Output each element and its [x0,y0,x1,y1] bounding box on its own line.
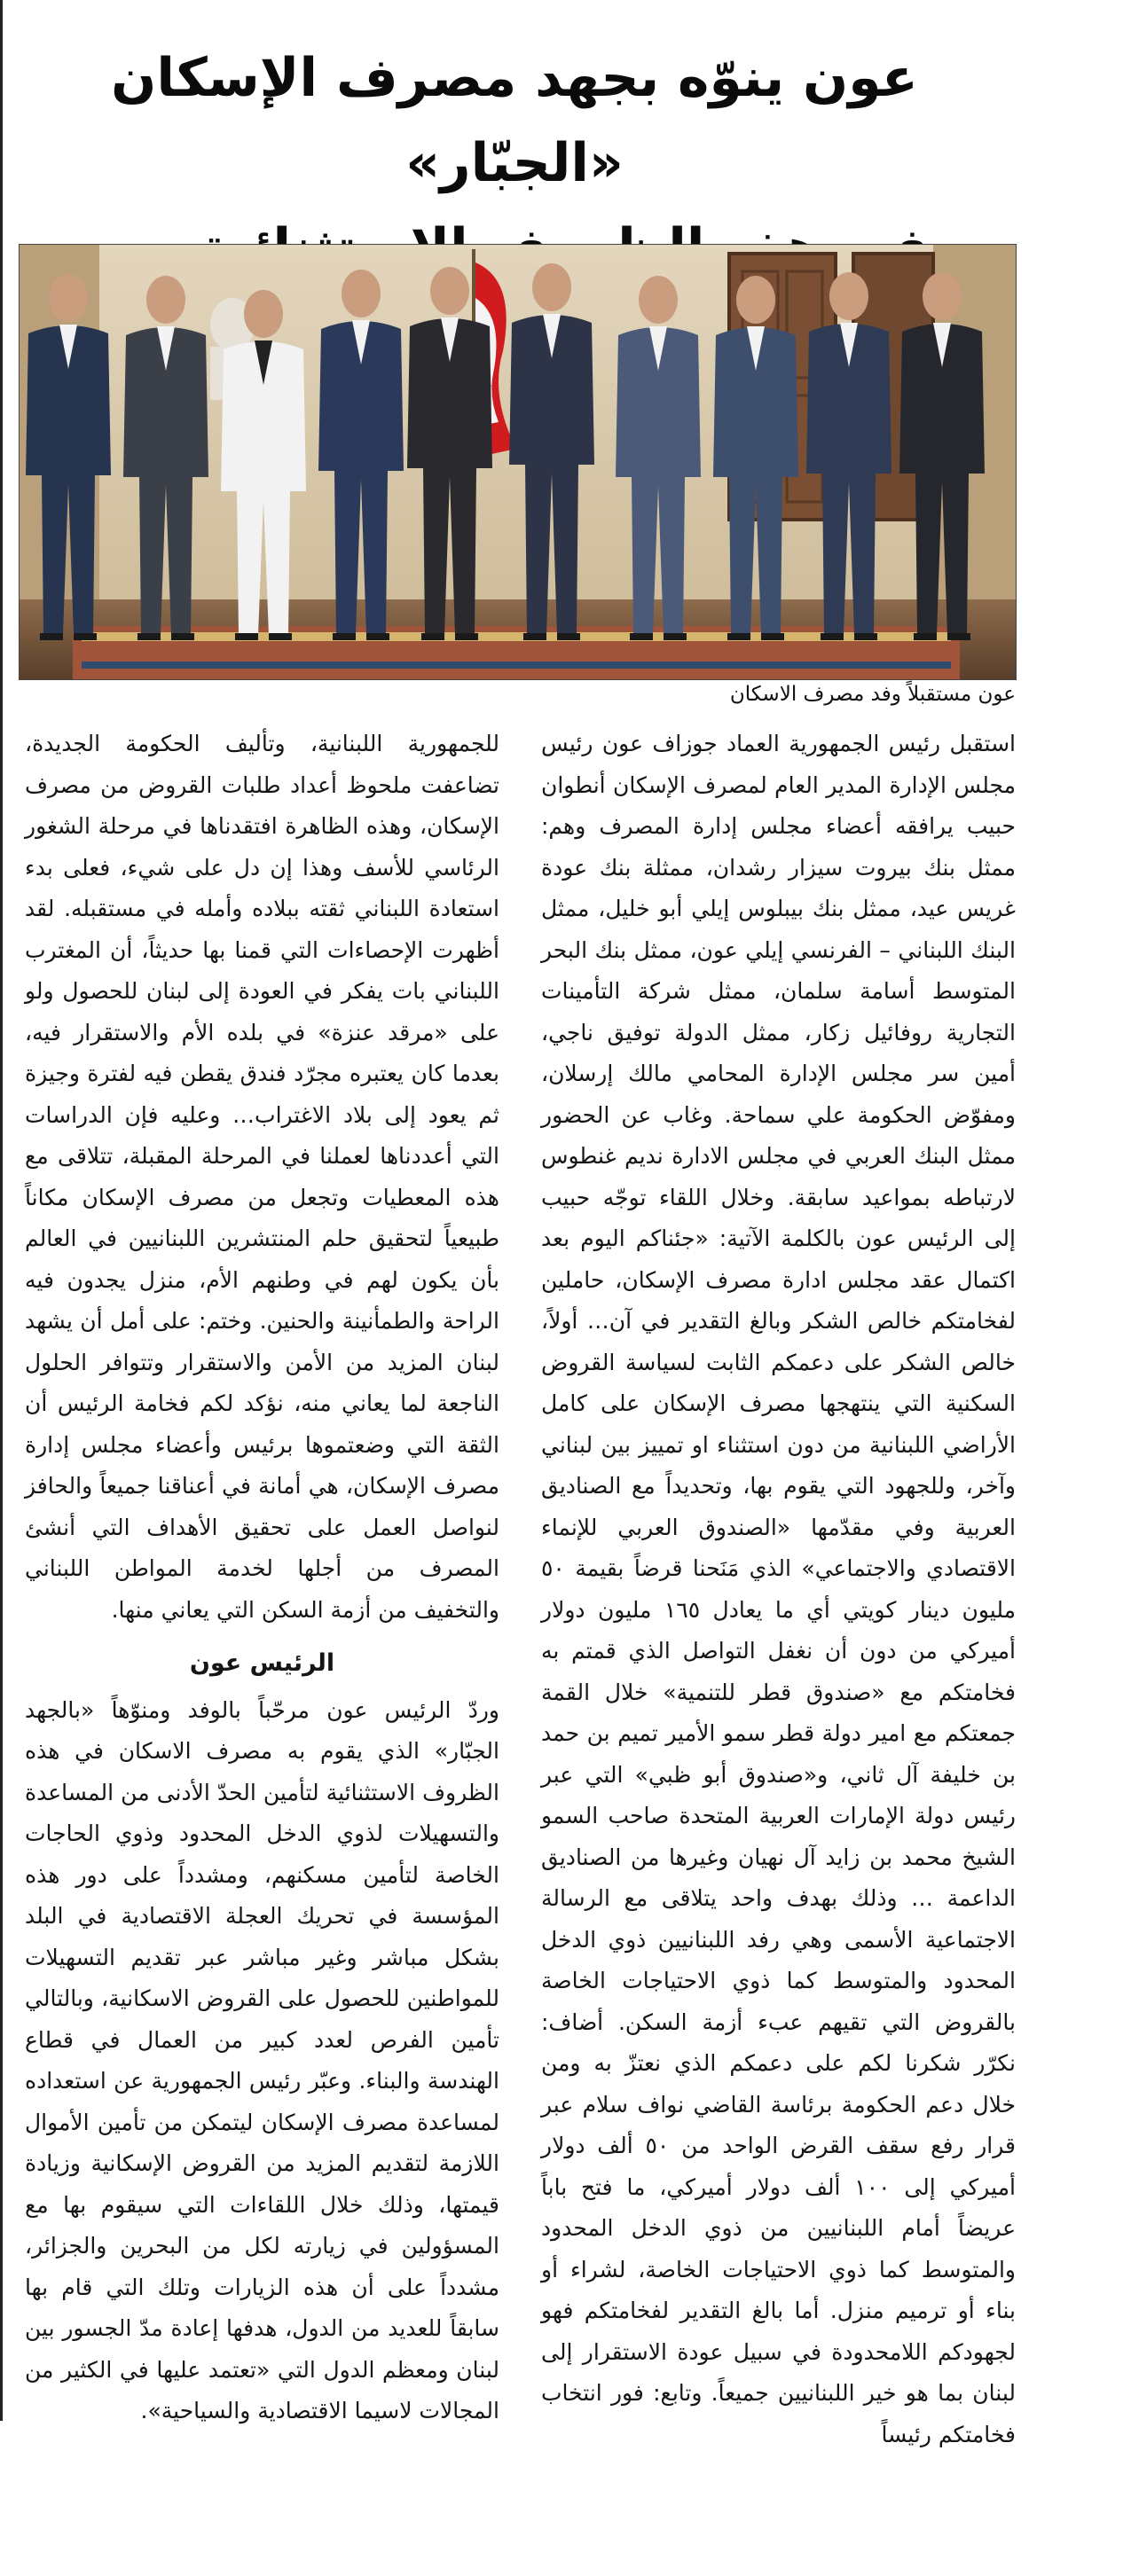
article-paragraph: استقبل رئيس الجمهورية العماد جوزاف عون رئيس مجلس الإدارة المدير العام لمصرف الإسكان أنطوان حبيب يرافقه أعضاء مجلس إدارة المصرف وهم: ممثل بنك بيروت سيزار رشدان، ممثلة بنك عودة غريس عيد، ممثل بنك بيبلوس إيلي أبو خليل، ممثل البنك اللبناني – الفرنسي إيلي عون، ممثل بنك البحر المتوسط أسامة سلمان، ممثل شركة التأمينات التجارية روفائيل زكار، ممثل الدولة توفيق ناجي، أمين سر مجلس الإدارة المحامي مالك إرسلان، ومفوّض الحكومة علي سماحة. وغاب عن الحضور ممثل البنك العربي في مجلس الادارة نديم غنطوس لارتباطه بمواعيد سابقة. وخلال اللقاء توجّه حبيب إلى الرئيس عون بالكلمة الآتية: «جئناكم اليوم بعد اكتمال عقد مجلس ادارة مصرف الإسكان، حاملين لفخامتكم خالص الشكر وبالغ التقدير في آن… أولاً، خالص الشكر على دعمكم الثابت لسياسة القروض السكنية التي ينتهجها مصرف الإسكان على كامل الأراضي اللبنانية من دون استثناء او تمييز بين لبناني وآخر، وللجهود التي يقوم بها، وتحديداً مع الصناديق العربية وفي مقدّمها «الصندوق العربي للإنماء الاقتصادي والاجتماعي» الذي مَنَحنا قرضاً بقيمة ٥٠ مليون دينار كويتي أي ما يعادل ١٦٥ مليون دولار أميركي من دون أن نغفل التواصل الذي قمتم به فخامتكم مع «صندوق قطر للتنمية» خلال القمة جمعتكم مع امير دولة قطر سمو الأمير تميم بن حمد بن خليفة آل ثاني، و«صندوق أبو ظبي» التي عبر رئيس دولة الإمارات العربية المتحدة صاحب السمو الشيخ محمد بن زايد آل نهيان وغيرها من الصناديق الداعمة … وذلك بهدف واحد يتلاقى مع الرسالة الاجتماعية الأسمى وهي رفد اللبنانيين ذوي الدخل المحدود والمتوسط كما ذوي الاحتياجات الخاصة بالقروض التي تقيهم عبء أزمة السكن. أضاف: نكرّر شكرنا لكم على دعمكم الذي نعتزّ به ومن خلال دعم الحكومة برئاسة القاضي نواف سلام عبر قرار رفع سقف القرض الواحد من ٥٠ ألف دولار أميركي إلى ١٠٠ ألف دولار أميركي، ما فتح باباً عريضاً أمام اللبنانيين من ذوي الدخل المحدود والمتوسط كما ذوي الاحتياجات الخاصة، لشراء أو بناء أو ترميم منزل. أما بالغ التقدير لفخامتكم فهو لجهودكم اللامحدودة في سبيل عودة الاستقرار إلى لبنان بما هو خير اللبنانيين جميعاً. وتابع: فور انتخاب فخامتكم رئيساً [541,731,1016,2447]
page-edge-rule [0,0,3,2421]
news-photo [20,245,1016,679]
headline-line-1: عون ينوّه بجهد مصرف الإسكان «الجبّار» [111,47,918,194]
article-paragraph: للجمهورية اللبنانية، وتأليف الحكومة الجديدة، تضاعفت ملحوظ أعداد طلبات القروض من مصرف الإسكان، وهذه الظاهرة افتقدناها في مرحلة الشغور الرئاسي للأسف وهذا إن دل على شيء، فعلى بدء استعادة اللبناني ثقته ببلاده وأمله في مستقبله. لقد أظهرت الإحصاءات التي قمنا بها حديثاً، أن المغترب اللبناني بات يفكر في العودة إلى لبنان للحصول ولو على «مرقد عنزة» في بلده الأم والاستقرار فيه، بعدما كان يعتبره مجرّد فندق يقطن فيه لفترة وجيزة ثم يعود إلى بلاد الاغتراب… وعليه فإن الدراسات التي أعددناها لعملنا في المرحلة المقبلة، تتلاقى مع هذه المعطيات وتجعل من مصرف الإسكان مكاناً طبيعياً لتحقيق حلم المنتشرين اللبنانيين في العالم بأن يكون لهم في وطنهم الأم، منزل يجدون فيه الراحة والطمأنينة والحنين. وختم: على أمل أن يشهد لبنان المزيد من الأمن والاستقرار وتتوافر الحلول الناجعة لما يعاني منه، نؤكد لكم فخامة الرئيس أن الثقة التي وضعتموها برئيس وأعضاء مجلس إدارة مصرف الإسكان، هي أمانة في أعناقنا جميعاً والحافز لنواصل العمل على تحقيق الأهداف التي أنشئ المصرف من أجلها لخدمة المواطن اللبناني والتخفيف من أزمة السكن التي يعاني منها. [25,731,499,1623]
article-paragraph: وردّ الرئيس عون مرحّباً بالوفد ومنوّهاً «بالجهد الجبّار» الذي يقوم به مصرف الاسكان في هذه الظروف الاستثنائية لتأمين الحدّ الأدنى من المساعدة والتسهيلات لذوي الدخل المحدود وذوي الحاجات الخاصة لتأمين مسكنهم، ومشدداً على دور هذه المؤسسة في تحريك العجلة الاقتصادية في البلد بشكل مباشر وغير مباشر عبر تقديم التسهيلات للمواطنين للحصول على القروض الاسكانية، وبالتالي تأمين الفرص لعدد كبير من العمال في قطاع الهندسة والبناء. وعبّر رئيس الجمهورية عن استعداده لمساعدة مصرف الإسكان ليتمكن من تأمين الأموال اللازمة لتقديم المزيد من القروض الإسكانية وزيادة قيمتها، وذلك خلال اللقاءات التي سيقوم بها مع المسؤولين في زيارته لكل من البحرين والجزائر، مشدداً على أن هذه الزيارات وتلك التي قام بها سابقاً للعديد من الدول، هدفها إعادة مدّ الجسور بين لبنان ومعظم الدول التي «تعتمد عليها في الكثير من المجالات لاسيما الاقتصادية والسياحية». [25,1696,499,2423]
section-subheading: الرئيس عون [189,1649,335,1677]
article-column-left [25,724,499,2432]
article-column-right [541,724,1016,2455]
photo-caption: عون مستقبلاً وفد مصرف الاسكان [729,683,1016,706]
